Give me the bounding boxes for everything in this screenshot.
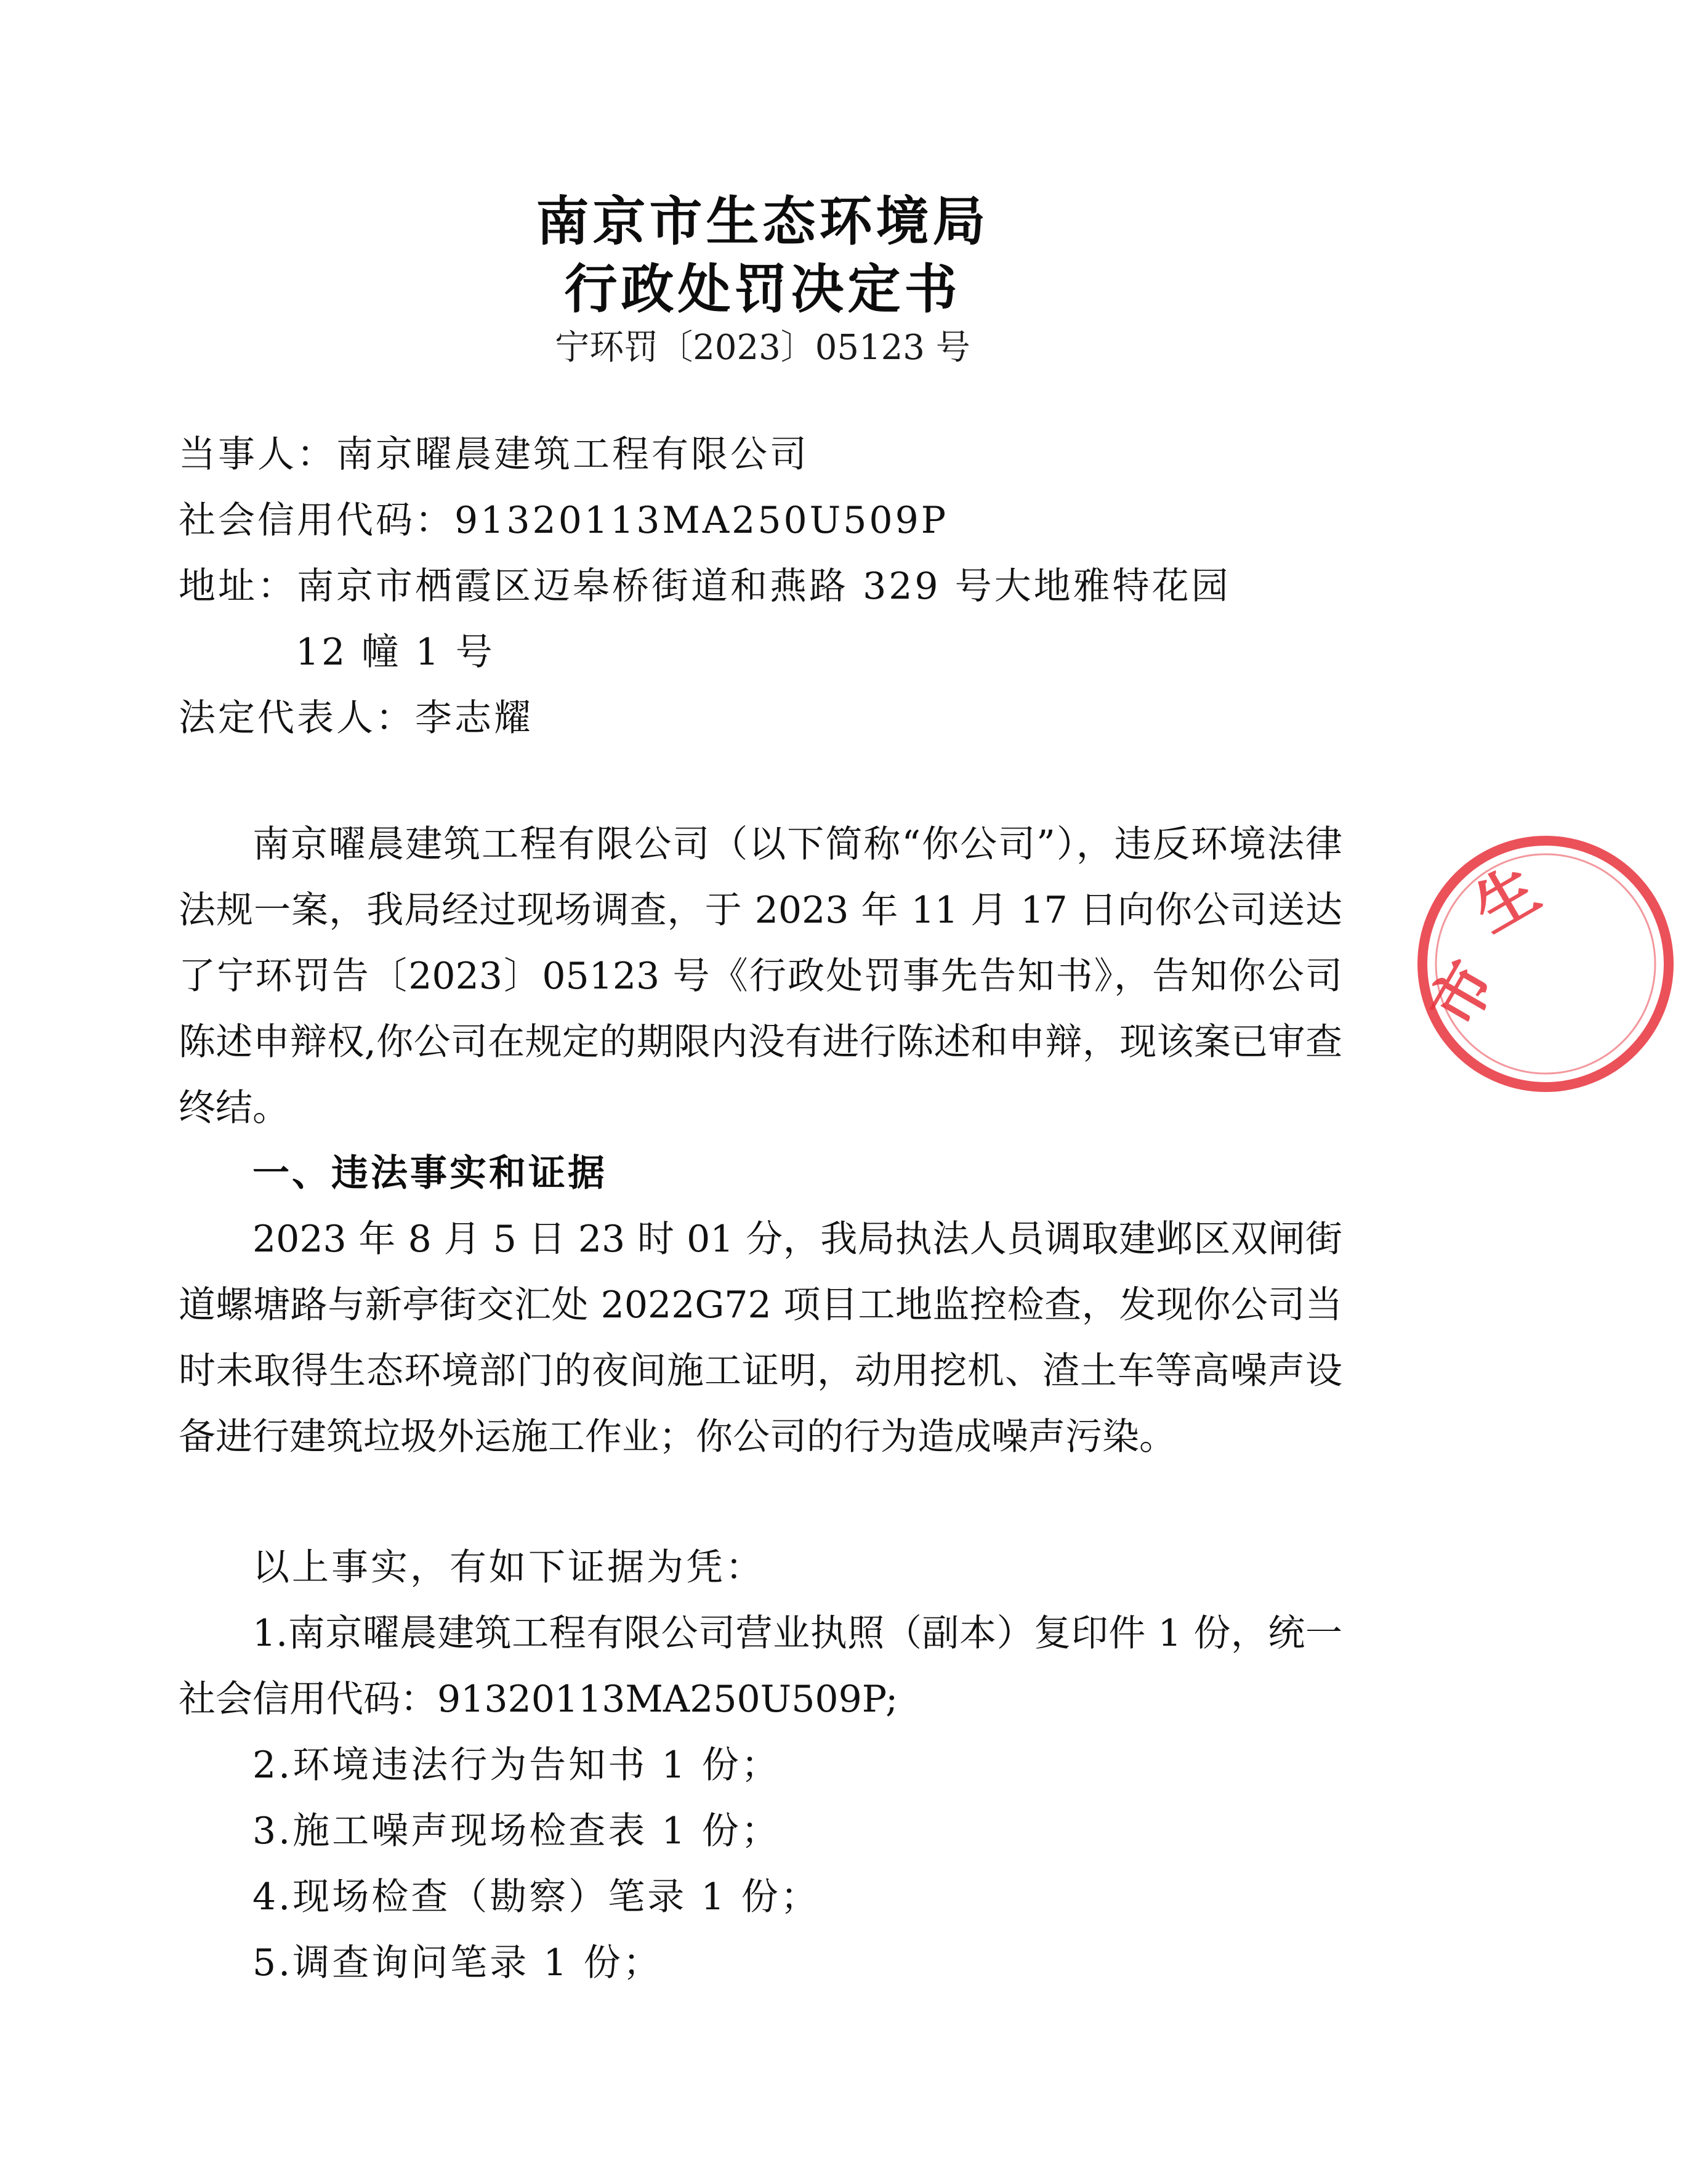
address-line2: 12 幢 1 号 xyxy=(296,631,495,674)
evidence-item-5: 5.调查询问笔录 1 份； xyxy=(252,1941,663,1984)
party-name: 当事人：南京曜晨建筑工程有限公司 xyxy=(179,433,809,476)
evidence-item-2: 2.环境违法行为告知书 1 份； xyxy=(252,1744,781,1787)
evidence-item-1: 1.南京曜晨建筑工程有限公司营业执照（副本）复印件 1 份，统一社会信用代码：91320113MA250U509P; xyxy=(179,1612,1342,1721)
section-heading-facts: 一、违法事实和证据 xyxy=(252,1152,607,1195)
legal-representative: 法定代表人：李志耀 xyxy=(179,697,533,740)
evidence-item-3: 3.施工噪声现场检查表 1 份； xyxy=(252,1810,781,1853)
seal-char-1: 市 xyxy=(1416,949,1509,1039)
evidence-intro: 以上事实，有如下证据为凭： xyxy=(252,1546,765,1589)
facts-paragraph: 2023 年 8 月 5 日 23 时 01 分，我局执法人员调取建邺区双闸街道螺塘路与新亭街交汇处 2022G72 项目工地监控检查，发现你公司当时未取得生态环境部门的夜间施工证明，动用挖机、渣土车等高噪声设备进行建筑垃圾外运施工作业；你公司的行为造成噪声污染。 xyxy=(179,1218,1342,1458)
official-seal xyxy=(1410,828,1681,1099)
document-title-line2: 行政处罚决定书 xyxy=(564,259,961,320)
address-line1: 地址：南京市栖霞区迈皋桥街道和燕路 329 号大地雅特花园 xyxy=(179,565,1231,608)
intro-paragraph: 南京曜晨建筑工程有限公司（以下简称“你公司”），违反环境法律法规一案，我局经过现场调查，于 2023 年 11 月 17 日向你公司送达了宁环罚告〔2023〕05123 号《行政处罚事先告知书》，告知你公司陈述申辩权,你公司在规定的期限内没有进行陈述和申辩，现该案已审查终结。 xyxy=(179,823,1342,1130)
evidence-item-4: 4.现场检查（勘察）笔录 1 份； xyxy=(252,1875,820,1919)
credit-code: 社会信用代码：91320113MA250U509P xyxy=(179,499,949,542)
document-title-line1: 南京市生态环境局 xyxy=(536,191,990,253)
document-number: 宁环罚〔2023〕05123 号 xyxy=(555,328,970,368)
seal-char-2: 生 xyxy=(1461,852,1551,946)
